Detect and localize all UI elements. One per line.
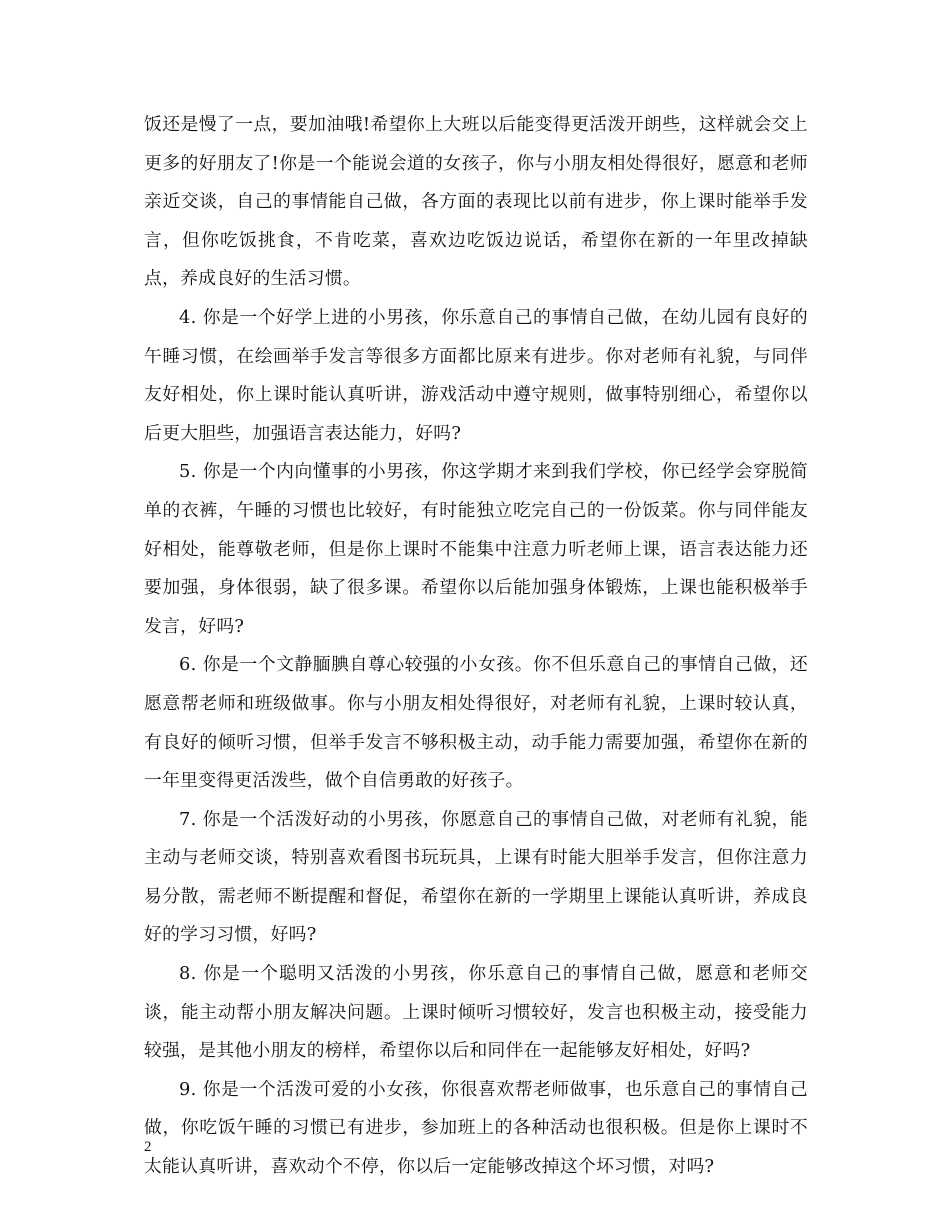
paragraph-item-7: 7. 你是一个活泼好动的小男孩，你愿意自己的事情自己做，对老师有礼貌，能主动与老师交谈，特别喜欢看图书玩玩具，上课有时能大胆举手发言，但你注意力易分散，需老师不断提醒和督促，希望你在新的一学期里上课能认真听讲，养成良好的学习习惯，好吗? [144,808,808,946]
paragraph-continuation: 饭还是慢了一点，要加油哦!希望你上大班以后能变得更活泼开朗些，这样就会交上更多的好朋友了!你是一个能说会道的女孩子，你与小朋友相处得很好，愿意和老师亲近交谈，自己的事情能自己做，各方面的表现比以前有进步，你上课时能举手发言，但你吃饭挑食，不肯吃菜，喜欢边吃饭边说话，希望你在新的一年里改掉缺点，养成良好的生活习惯。 [144,114,808,290]
document-body [144,106,808,1187]
paragraph-item-4: 4. 你是一个好学上进的小男孩，你乐意自己的事情自己做，在幼儿园有良好的午睡习惯，在绘画举手发言等很多方面都比原来有进步。你对老师有礼貌，与同伴友好相处，你上课时能认真听讲，游戏活动中遵守规则，做事特别细心，希望你以后更大胆些，加强语言表达能力，好吗? [144,306,808,444]
paragraph-item-6: 6. 你是一个文静腼腆自尊心较强的小女孩。你不但乐意自己的事情自己做，还愿意帮老师和班级做事。你与小朋友相处得很好，对老师有礼貌，上课时较认真，有良好的倾听习惯，但举手发言不够积极主动，动手能力需要加强，希望你在新的一年里变得更活泼些，做个自信勇敢的好孩子。 [144,654,808,792]
paragraph-item-5: 5. 你是一个内向懂事的小男孩，你这学期才来到我们学校，你已经学会穿脱简单的衣裤，午睡的习惯也比较好，有时能独立吃完自己的一份饭菜。你与同伴能友好相处，能尊敬老师，但是你上课时不能集中注意力听老师上课，语言表达能力还要加强，身体很弱，缺了很多课。希望你以后能加强身体锻炼，上课也能积极举手发言，好吗? [144,461,808,637]
paragraph-item-9: 9. 你是一个活泼可爱的小女孩，你很喜欢帮老师做事，也乐意自己的事情自己做，你吃饭午睡的习惯已有进步，参加班上的各种活动也很积极。但是你上课时不太能认真听讲，喜欢动个不停，你以后一定能够改掉这个坏习惯，对吗? [144,1078,808,1178]
page-number: 2 [144,1139,152,1155]
paragraph-item-8: 8. 你是一个聪明又活泼的小男孩，你乐意自己的事情自己做，愿意和老师交谈，能主动帮小朋友解决问题。上课时倾听习惯较好，发言也积极主动，接受能力较强，是其他小朋友的榜样，希望你以后和同伴在一起能够友好相处，好吗? [144,963,808,1062]
